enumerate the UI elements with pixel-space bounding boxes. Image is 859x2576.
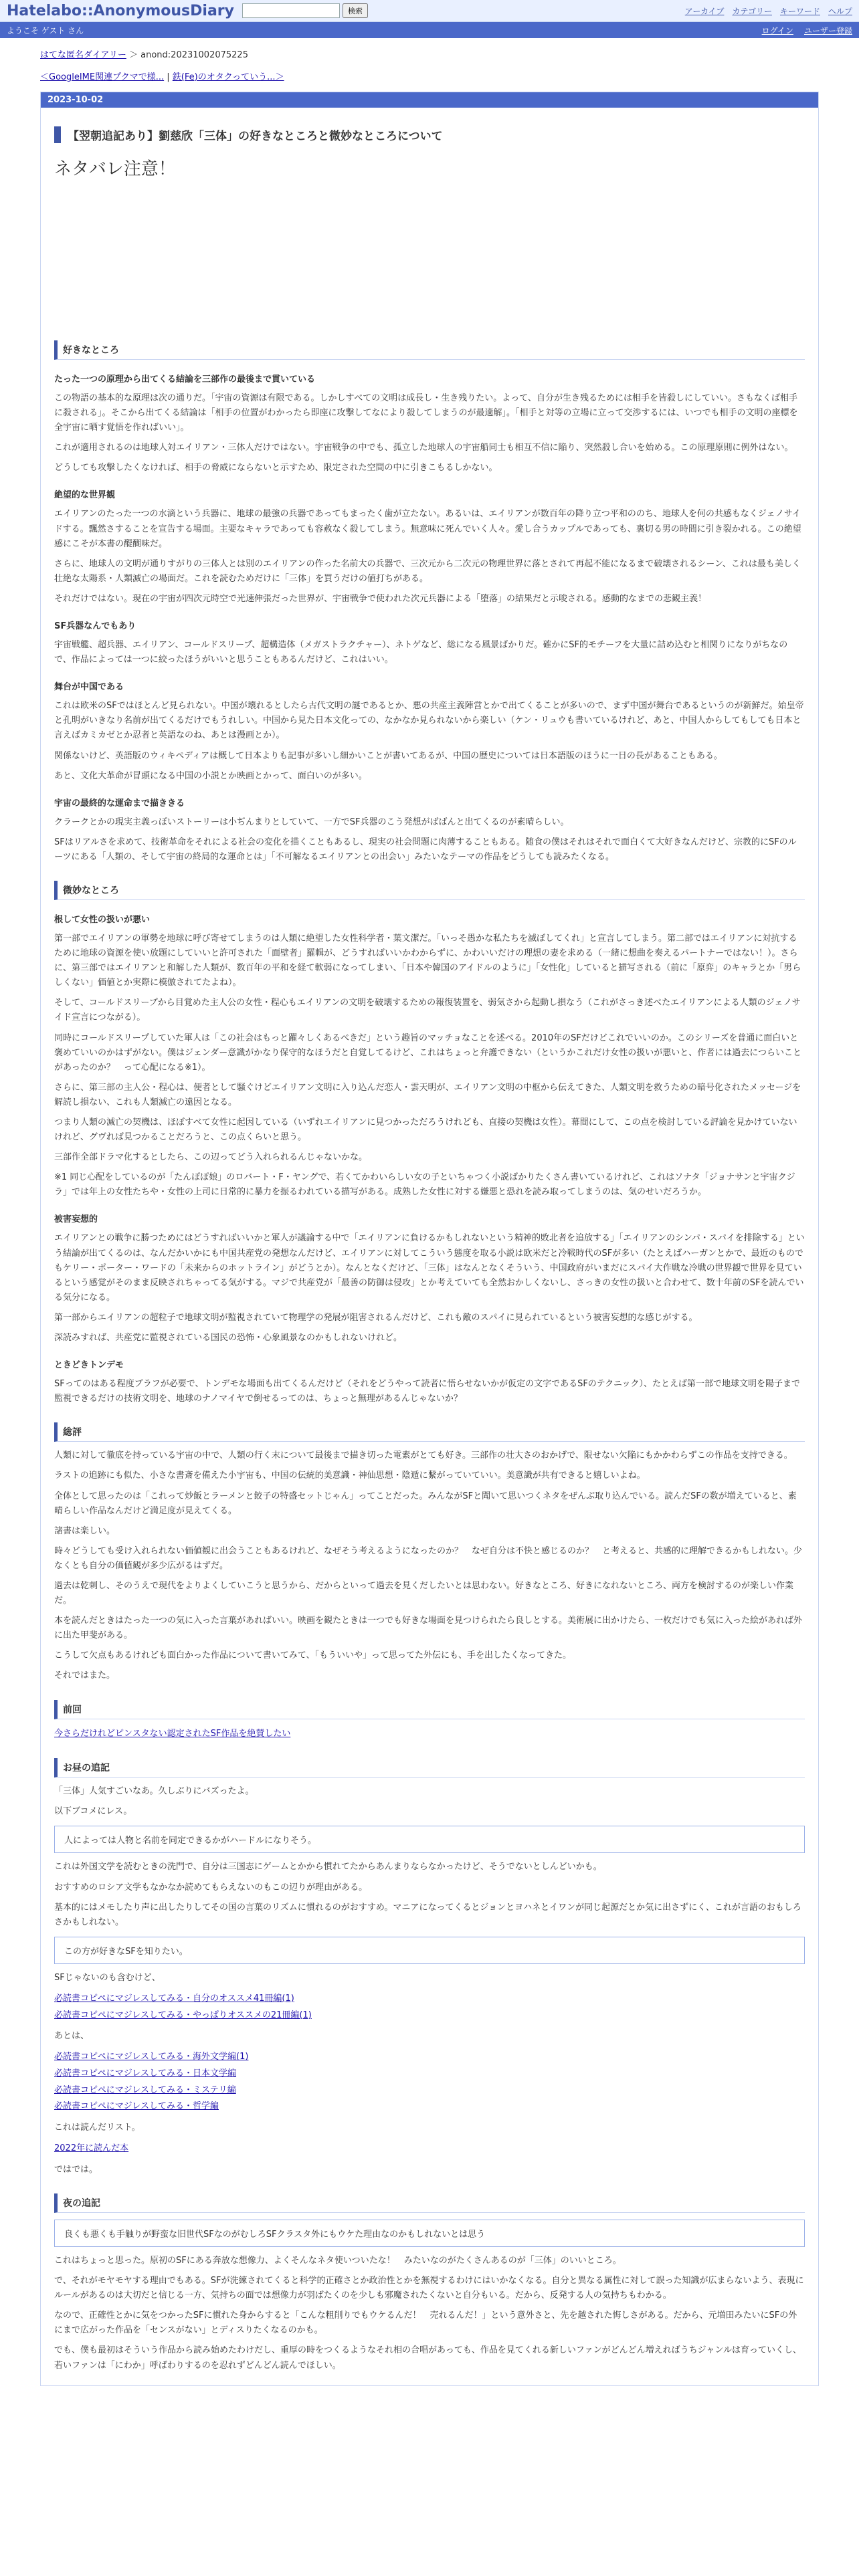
section-heading: 夜の追記 bbox=[54, 2193, 805, 2213]
paragraph: 関係ないけど、英語版のウィキペディアは概して日本よりも記事が多いし細かいことが書いてあるが、中国の歴史については日本語版のほうに一日の長があることもある。 bbox=[54, 750, 723, 761]
paragraph: 時々どうしても受け入れられない価値観に出会うこともあるけれど、なぜそう考えるようになったのか？ なぜ自分は不快と感じるのか？ と考えると、共感的に理解できるかもしれない。少なくとも自分の価値観が多少広がるはずだ。 bbox=[54, 1545, 803, 1571]
link-row bbox=[54, 2066, 805, 2082]
user-bar bbox=[0, 22, 859, 38]
help-link[interactable]: ヘルプ bbox=[828, 6, 852, 16]
paragraph: 過去は乾刺し、そのうえで現代をよりよくしていこうと思うから、だからといって過去を見くだしたいとは思わない。好きなところ、好きになれないところ、両方を検討するのが楽しい作業だ。 bbox=[54, 1580, 794, 1606]
entry-date: 2023-10-02 bbox=[41, 92, 818, 108]
subheading: 絶望的な世界観 bbox=[54, 490, 116, 501]
paragraph: 三部作全部ドラマ化するとしたら、この辺ってどう入れられるんじゃないかな。 bbox=[54, 1152, 368, 1163]
keyword-link[interactable]: キーワード bbox=[779, 6, 820, 16]
category-link[interactable]: カテゴリー bbox=[732, 6, 772, 16]
paragraph: それだけではない。現在の宇宙が四次元時空で光速伸張だった世界が、宇宙戦争で使われた次元兵器による「堕落」の結果だと示唆される。感動的なまでの悲観主義！ bbox=[54, 593, 707, 604]
paragraph: これは欧米のSFではほとんど見られない。中国が壊れるとしたら古代文明の謎であるとか、悪の共産主義陣営とかで出てくることが多いので、まず中国が舞台であるというのが新鮮だ。始皇帝と孔明がいきなり名前が出てくるだけでもうれしい。中国から見た日本文化っての、なかなか見られないから楽しい（ケン・リュウも書いているけれど、あと、中国人からしてもしても日本と言えばカミカゼとか忍者と英語なのね、あとは漫画とか）。 bbox=[54, 701, 804, 741]
prev-entry-link[interactable]: ＜GoogleIME関連プクマで様... bbox=[40, 72, 165, 82]
paragraph: 人類に対して徹底を持っている宇宙の中で、人類の行く末について最後まで描き切った電素がとても好き。三部作の壮大さのおかげで、限せない欠陥にもかかわらずこの作品を支持できる。 bbox=[54, 1451, 793, 1461]
link-row bbox=[54, 2141, 805, 2157]
link-row bbox=[54, 2099, 805, 2115]
entry-link[interactable]: 必読書コピペにマジレスしてみる・海外文学編(1) bbox=[54, 2052, 249, 2062]
next-entry-link[interactable]: 鉄(Fe)のオタクっていう...＞ bbox=[172, 72, 284, 82]
link-row bbox=[54, 1991, 805, 2008]
paragraph: 宇宙戦艦、超兵器、エイリアン、コールドスリープ、超構造体（メガストラクチャー）、ネトゲなど、総になる風景ばかりだ。確かにSF的モチーフを大量に詰め込むと相関りになりがちなので、作品によっては一つに絞ったほうがいいと思うこともあるんだけど、これはいい。 bbox=[54, 640, 788, 665]
paragraph: さらに、地球人の文明が通りすがりの三体人とは別のエイリアンの作った名前大の兵器で、三次元から二次元の物理世界に落とされて再起不能になるまで破壊されるシーン、これは最も美しく壮絶な太陽系・人類滅亡の場面だ。これを読むためだけに「三体」を買うだけの値打ちがある。 bbox=[54, 558, 801, 584]
entry-body bbox=[41, 108, 818, 2385]
paragraph: ラストの追跡にも似た、小さな書斎を備えた小宇宙も、中国の伝統的美意識・神仙思想・陰遁に繋がっていていい。美意識が共有できると嬉しいよね。 bbox=[54, 1471, 646, 1481]
subheading: たった一つの原理から出てくる結論を三部作の最後まで貫いている bbox=[54, 374, 316, 385]
paragraph: これが適用されるのは地球人対エイリアン・三体人だけではない。宇宙戦争の中でも、孤立した地球人の宇宙船同士も相互不信に陥り、突然殺し合いを始める。この原理原則に例外はない。 bbox=[54, 443, 793, 453]
entry bbox=[40, 92, 819, 2386]
section-heading: 前回 bbox=[54, 1700, 805, 1719]
section-heading: 微妙なところ bbox=[54, 881, 805, 900]
breadcrumb bbox=[0, 38, 859, 70]
paragraph: 基本的にはメモしたり声に出したりしてその国の言葉のリズムに慣れるのがおすすめ。マニアになってくるとジョンとヨハネとイワンが同じ起源だとか気に出さずにく、これが言語のおもしろさかもしれない。 bbox=[54, 1902, 801, 1927]
entry-link[interactable]: 必読書コピペにマジレスしてみる・やっぱりオススメの21冊編(1) bbox=[54, 2010, 312, 2020]
subheading: 舞台が中国である bbox=[54, 682, 124, 693]
paragraph: 諸書は楽しい。 bbox=[54, 1525, 116, 1536]
entry-title[interactable]: 【翌朝追記あり】劉慈欣「三体」の好きなところと微妙なところについて bbox=[54, 126, 805, 143]
breadcrumb-sep: ＞ bbox=[128, 50, 138, 60]
paragraph: つまり人類の滅亡の契機は、ほぼすべて女性に起因している（いずれエイリアンに見つかっただろうけれども、直接の契機は女性）。幕間にして、この点を検討している評論を見かけていないけれど、グヴれば見つかることだろうと、この点くらいと思う。 bbox=[54, 1117, 797, 1143]
paragraph: エイリアンとの戦争に勝つためにはどうすればいいかと軍人が議論する中で「エイリアンに負けるかもしれないという精神的敗北者を追放する」「エイリアンのシンパ・スパイを排除する」という結論が出てくるのは、なんだかいかにも中国共産党の発想なんだけど、エイリアンに対してこういう態度を取る小説は欧米だと冷戦時代のSFが多い（たとえばハーガンとかで、最近のものでもケリー・ポーター・ワードの「未来からのホットライン」がどうとか）。なんとなくだけど、「三体」はなんとなくそういう、中国政府がいまだにスパイ大作戦な冷戦の世界観で世界を見ているという感覚がそのまま反映されちゃってる気がする。マジで共産党が「最善の防御は侵攻」とか考えていても全然おかしくないし、さっきの女性の扱いと合わせて、数十年前のSFを読んでいる気分になる。 bbox=[54, 1233, 805, 1303]
search-form bbox=[242, 3, 368, 18]
paragraph: 「三体」人気すごいなあ。久しぶりにバズったよ。 bbox=[54, 1786, 254, 1797]
paragraph: どうしても攻撃したくなければ、相手の脅威にならないと示すため、限定された空間の中に引きこもるしかない。 bbox=[54, 463, 498, 473]
link-row bbox=[54, 1726, 805, 1743]
paragraph: 全体として思ったのは「これって炒飯とラーメンと餃子の特盛セットじゃん」ってことだった。みんながSFと聞いて思いつくネタをぜんぶ取り込んでいる。読んだSFの数が増えていると、素晴らしい作品なんだけど満足度が見えてくる。 bbox=[54, 1491, 797, 1516]
site-logo[interactable]: Hatelabo::AnonymousDiary bbox=[7, 2, 234, 19]
paragraph: これは外国文学を読むときの洗門で、自分は三国志にゲームとかから慣れてたからあんまりならなかったけど、そうでないとしんどいかも。 bbox=[54, 1862, 602, 1872]
paragraph: なので、正確性とかに気をつかったSFに慣れた身からすると「こんな粗削りでもウケるんだ！ 売れるんだ！」という意外さと、先を越された悔しさがある。だから、元増田みたいにSFの外にまで広がった作品を「センスがない」とディスりたくなるのかも。 bbox=[54, 2311, 797, 2336]
paragraph: それではまた。 bbox=[54, 1671, 116, 1681]
paragraph: SFってのはある程度ブラフが必要で、トンデモな場面も出てくるんだけど（それをどうやって読者に悟らせないかが仮定の文字であるSFのテクニック）、たとえば第一部で地球文明を陽子まで監視できるだけの技術文明を、地球のナノマイヤで倒せるってのは、ちょっと無理があるんじゃないか？ bbox=[54, 1379, 801, 1404]
paragraph: 本を読んだときはたった一つの気に入った言葉があればいい。映画を観たときは一つでも好きな場面を見つけられたら良しとする。美術展に出かけたら、一枚だけでも気に入った絵があれば外に出た甲斐がある。 bbox=[54, 1616, 803, 1641]
paragraph: エイリアンのたった一つの水滴という兵器に、地球の最強の兵器であってもまったく歯が立たない。あるいは、エイリアンが数百年の降り立つ平和ののち、地球人を何の共感もなくジェノサイドする。飄然さすることを宣告する場面。主要なキャラであっても容赦なく殺してしまう。無意味に死んでいく人々。愛し合うカップルであっても、裏切る男の時間に引き裂かれる。この絶望感にこそが本書の醍醐味だ。 bbox=[54, 509, 801, 549]
login-link[interactable]: ログイン bbox=[761, 25, 793, 35]
paragraph: おすすめのロシア文学もなかなか読めてもらえないのもこの辺りが理由がある。 bbox=[54, 1882, 368, 1893]
subheading: 被害妄想的 bbox=[54, 1214, 98, 1225]
paragraph: この物語の基本的な原理は次の通りだ。「宇宙の資源は有限である。しかしすべての文明は成長し・生き残りたい。よって、自分が生き残るためには相手を皆殺しにしていい。さもなくば相手に殺される」。そこから出てくる結論は「相手の位置がわかったら即座に攻撃してなにより殺してしまうのが最適解」。「相手と対等の立場に立って交渉するには、いつでも相手の文明の座標を全宇宙に晒す覚悟を作ればいい」。 bbox=[54, 393, 798, 433]
spoiler-warning: ネタバレ注意！ bbox=[54, 159, 176, 179]
archive-link[interactable]: アーカイブ bbox=[684, 6, 725, 16]
quote-box: 良くも悪くも手触りが野蛮な旧世代SFなのがむしろSFクラスタ外にもウケた理由なのかもしれないとは思う bbox=[54, 2220, 805, 2247]
welcome-text: ようこそ ゲスト さん bbox=[7, 25, 84, 35]
top-links bbox=[685, 5, 852, 17]
paragraph: そして、コールドスリープから目覚めた主人公の女性・程心もエイリアンの文明を破壊するための報復装置を、弱気さから起動し損なう（これがさっき述べたエイリアンによる人類のジェノサイド宣言につながる）。 bbox=[54, 998, 801, 1023]
paragraph: 以下ブコメにレス。 bbox=[54, 1806, 132, 1817]
paragraph: こうして欠点もあるけれども面白かった作品について書いてみて、「もういいや」って思ってた外伝にも、手を出したくなってきた。 bbox=[54, 1650, 571, 1661]
entry-link[interactable]: 必読書コピペにマジレスしてみる・哲学編 bbox=[54, 2101, 219, 2112]
paragraph: これはちょっと思った。原初のSFにある奔放な想像力、よくそんなネタ使いついたな！ みたいなのがたくさんあるのが「三体」のいいところ。 bbox=[54, 2255, 622, 2266]
section-heading: お昼の追記 bbox=[54, 1758, 805, 1778]
entry-link[interactable]: 必読書コピペにマジレスしてみる・日本文学編 bbox=[54, 2068, 237, 2079]
paragraph: ではでは。 bbox=[54, 2164, 98, 2175]
top-bar bbox=[0, 0, 859, 22]
paragraph: 同時にコールドスリープしていた軍人は「この社会はもっと躍々しくあるべきだ」という趣旨のマッチョなことを述べる。2010年のSFだけどこれでいいのか。このシリーズを普通に面白いと褒めていいのかはずがない。僕はジェンダー意識がかなり保守的なほうだと自覚してるけど、これはちょっと弁護できない（というかこれだけ女性の扱いが悪いと、作者には過去につらいことがあったのか？ って心配になる※1）。 bbox=[54, 1033, 801, 1073]
link-row bbox=[54, 2082, 805, 2099]
pager-sep: | bbox=[164, 72, 173, 82]
paragraph: ※1 同じ心配をしているのが「たんぽぽ娘」のロバート・F・ヤングで、若くてかわいらしい女の子といちゃつく小説ばかりたくさん書いているけれど、これはソナタ「ジョナサンと宇宙クジラ」では年上の女性たちや・女性の上司に日常的に暴力を振るわれている描写がある。成熟した女性に対する嫌悪と恐れを読み取ってしまうのは、気のせいだろうか。 bbox=[54, 1172, 795, 1198]
section-heading: 好きなところ bbox=[54, 340, 805, 360]
link-row bbox=[54, 2049, 805, 2066]
entry-link[interactable]: 2022年に読んだ本 bbox=[54, 2143, 129, 2154]
subheading: 宇宙の最終的な運命まで描ききる bbox=[54, 798, 185, 809]
paragraph: で、それがモヤモヤする理由でもある。SFが洗練されてくると科学的正確さとか政治性とかを無視するわけにはいかなくなる。自分と異なる属性に対して誤った知識が広まらないよう、表現にルールがあるのは大切だと信じる一方、気持ちの面では想像力が羽ばたくのを少しも邪魔されたくないと自分もいる。だから、反発する人の気持ちもわかる。 bbox=[54, 2276, 804, 2301]
subheading: ときどきトンデモ bbox=[54, 1360, 124, 1371]
link-row bbox=[54, 2008, 805, 2024]
paragraph: SFはリアルさを求めて、技術革命をそれによる社会の変化を描くこともあるし、現実の社会問題に肉薄することもある。随食の僕はそれはそれで面白くて大好きなんだけど、宗教的にSFのルーツにある「人類の、そして宇宙の終局的な運命とは」「不可解なるエイリアンとの出会い」みたいなテーマの作品をどうしても読みたくなる。 bbox=[54, 837, 797, 862]
subheading: SF兵器なんでもあり bbox=[54, 621, 136, 632]
paragraph: 第一部でエイリアンの軍勢を地球に呼び寄せてしまうのは人類に絶望した女性科学者・葉文潔だ。「いっそ愚かな私たちを滅ぼしてくれ」と宣言してしまう。第二部ではエイリアンに対抗するために地球の資源を使い放題にしていいと許可された「面壁者」羅輯が、どうすればいいかわからずに、かわいいだけの理想の妻を求める（一緒に想曲を奏えるパートナーではない！）。さらに、第三部ではエイリアンと和解した人類が、数百年の平和を経て軟弱になってしまい、「日本や韓国のアイドルのように」「女性化」していると描写される（前に「原弈」のキャラとか「男らしくない」価値とか実際に模倣されてたよね）。 bbox=[54, 933, 801, 988]
quote-box: 人によっては人物と名前を同定できるかがハードルになりそう。 bbox=[54, 1826, 805, 1853]
paragraph: さらに、第三部の主人公・程心は、便者として騒ぐけどエイリアン文明に入り込んだ恋人・雲天明が、エイリアン文明の中枢から伝えてきた、人類文明を救うための暗号化されたメッセージを解読し損ない、これも人類滅亡の遠因となる。 bbox=[54, 1082, 801, 1107]
entry-link[interactable]: 必読書コピペにマジレスしてみる・ミステリ編 bbox=[54, 2084, 236, 2095]
paragraph: あとは、 bbox=[54, 2031, 90, 2042]
subheading: 根して女性の扱いが悪い bbox=[54, 914, 151, 925]
breadcrumb-current: anond:20231002075225 bbox=[140, 50, 248, 60]
entry-sections bbox=[54, 340, 805, 2373]
section-heading: 総評 bbox=[54, 1422, 805, 1442]
search-input[interactable] bbox=[242, 3, 340, 18]
pager bbox=[0, 70, 859, 92]
paragraph: クラークとかの現実主義っぽいストーリーは小ぢんまりとしていて、一方でSF兵器のこう発想がばばんと出てくるのが素晴らしい。 bbox=[54, 817, 569, 827]
entry-link[interactable]: 今さらだけれどピンスタない認定されたSF作品を絶賛したい bbox=[54, 1728, 291, 1739]
paragraph: でも、僕も最初はそういう作品から読み始めたわけだし、重厚の時をつくるようなそれ相の合唱があっても、作品を見てくれる新しいファンがどんどん増えればうちジャンルは育っていくし、若いファンは「にわか」呼ばわりするのを忍れずどんどん読んでほしい。 bbox=[54, 2345, 802, 2371]
paragraph: 深読みすれば、共産党に監視されている国民の恐怖・心象風景なのかもしれないけれど。 bbox=[54, 1333, 403, 1344]
paragraph: あと、文化大革命が冒頭になる中国の小説とか映画とかって、面白いのが多い。 bbox=[54, 770, 367, 781]
paragraph: 第一部からエイリアンの超粒子で地球文明が監視されていて物理学の発展が阻害されるんだけど、これも敵のスパイに見られているという被害妄想的な感じがする。 bbox=[54, 1312, 698, 1323]
breadcrumb-home[interactable]: はてな匿名ダイアリー bbox=[40, 50, 126, 60]
register-link[interactable]: ユーザー登録 bbox=[803, 25, 852, 35]
entry-link[interactable]: 必読書コピペにマジレスしてみる・自分のオススメ41冊編(1) bbox=[54, 1993, 294, 2004]
quote-box: この方が好きなSFを知りたい。 bbox=[54, 1937, 805, 1964]
paragraph: SFじゃないのも含むけど、 bbox=[54, 1972, 161, 1983]
search-button[interactable]: 検索 bbox=[343, 3, 368, 18]
paragraph: これは読んだリスト。 bbox=[54, 2123, 140, 2133]
